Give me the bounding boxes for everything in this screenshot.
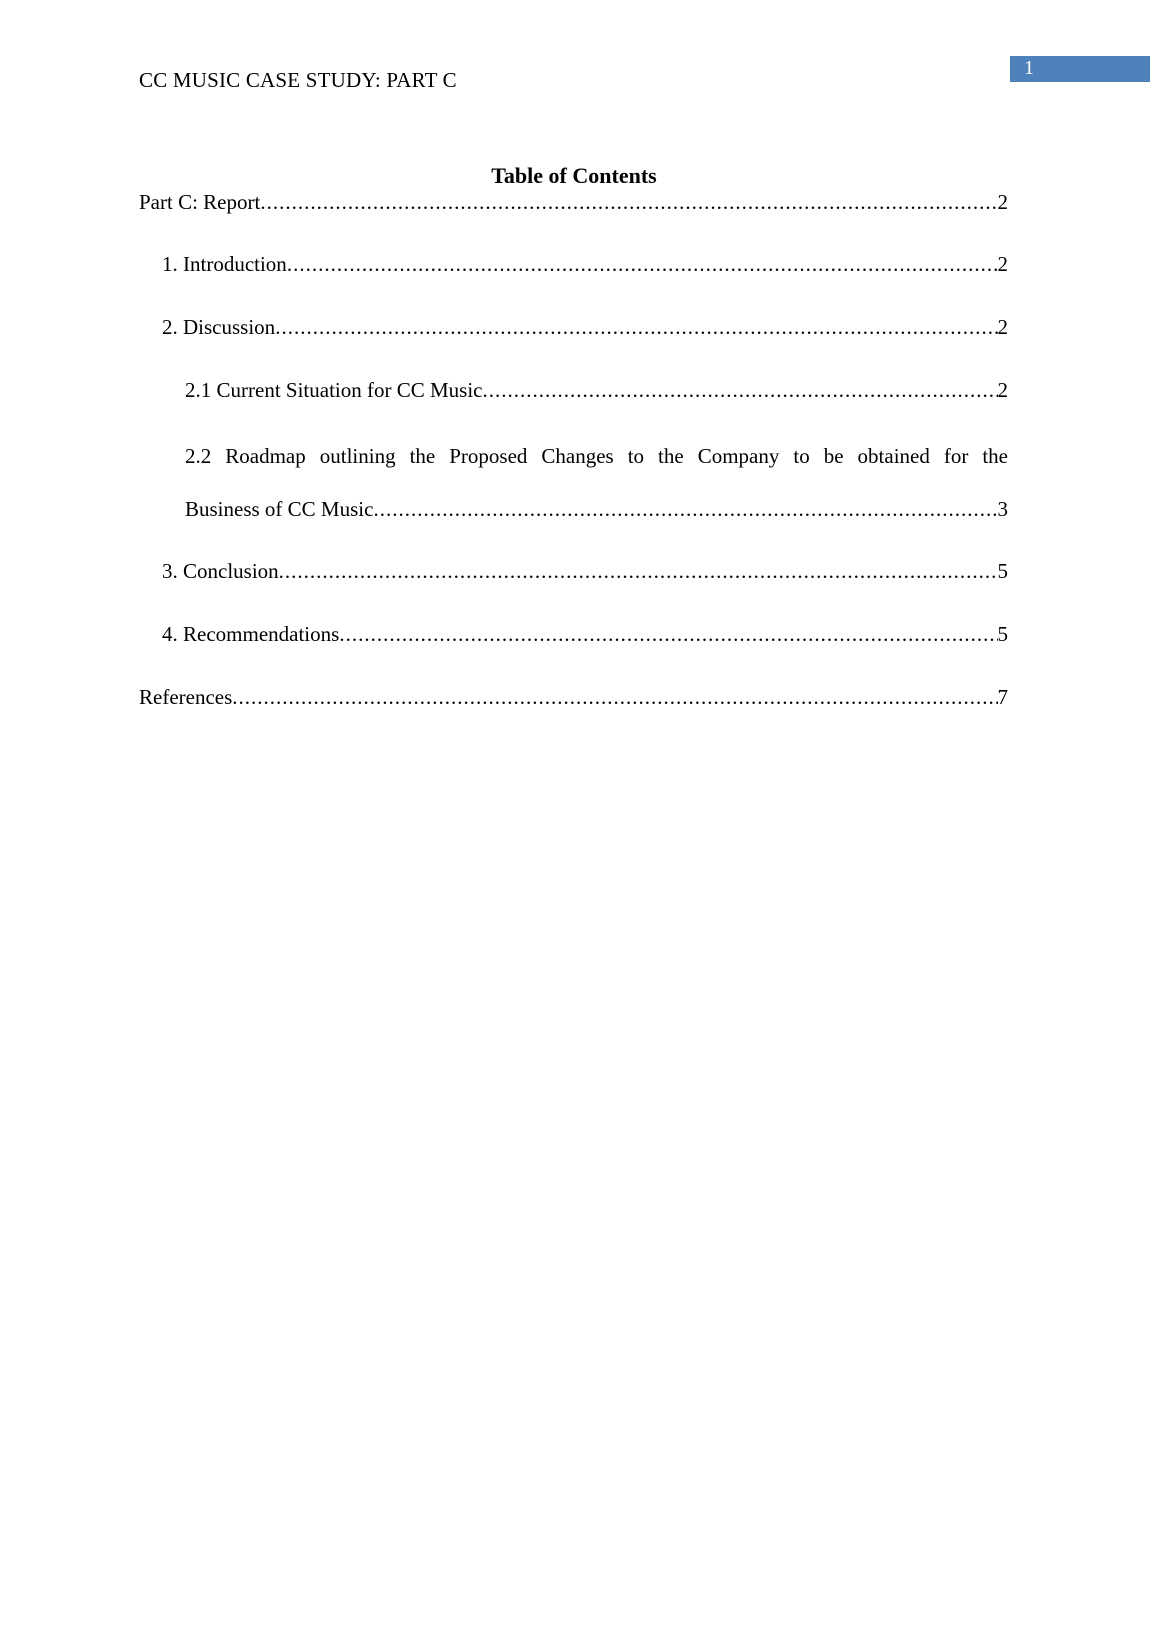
- toc-entry-label: References: [139, 685, 233, 709]
- toc-entry-page: 3: [997, 497, 1008, 521]
- toc-entry-label: 1. Introduction: [162, 252, 287, 276]
- toc-heading: Table of Contents: [491, 163, 657, 188]
- toc-entry-discussion[interactable]: [162, 315, 1008, 340]
- header-title: CC MUSIC CASE STUDY: PART C: [139, 68, 457, 92]
- toc-entry-page: 2: [997, 190, 1008, 214]
- toc-entry-label: Business of CC Music: [185, 497, 374, 521]
- toc-entry-label: 4. Recommendations: [162, 622, 340, 646]
- toc-entry-label: 3. Conclusion: [162, 559, 279, 583]
- dot-leader: [339, 622, 997, 647]
- toc-entry-page: 2: [997, 252, 1008, 276]
- dot-leader: [275, 315, 997, 340]
- toc-entry-introduction[interactable]: [162, 252, 1008, 277]
- toc-entry-label: 2.1 Current Situation for CC Music: [185, 378, 483, 402]
- toc-entry-page: 7: [997, 685, 1008, 709]
- toc-entry-references[interactable]: [139, 685, 1008, 710]
- dot-leader: [279, 559, 998, 584]
- page-number: 1: [1024, 57, 1034, 79]
- dot-leader: [232, 685, 997, 710]
- toc-entry-page: 2: [997, 378, 1008, 402]
- toc-entry-label: Part C: Report: [139, 190, 261, 214]
- toc-entry-roadmap-line2: [185, 497, 1008, 522]
- dot-leader: [260, 190, 997, 215]
- toc-entry-page: 5: [997, 622, 1008, 646]
- toc-entry-page: 2: [997, 315, 1008, 339]
- toc-entry-label-line1: 2.2 Roadmap outlining the Proposed Changes to the Company to be obtained for the: [185, 444, 1008, 468]
- dot-leader: [373, 497, 997, 522]
- toc-entry-current-situation[interactable]: [185, 378, 1008, 403]
- toc-entry-label: 2. Discussion: [162, 315, 276, 339]
- toc-entry-recommendations[interactable]: [162, 622, 1008, 647]
- toc-entry-page: 5: [997, 559, 1008, 583]
- toc-entry-conclusion[interactable]: [162, 559, 1008, 584]
- dot-leader: [483, 378, 998, 403]
- dot-leader: [287, 252, 998, 277]
- toc-entry-part-c-report[interactable]: [139, 190, 1008, 215]
- page-number-box: [1010, 56, 1150, 82]
